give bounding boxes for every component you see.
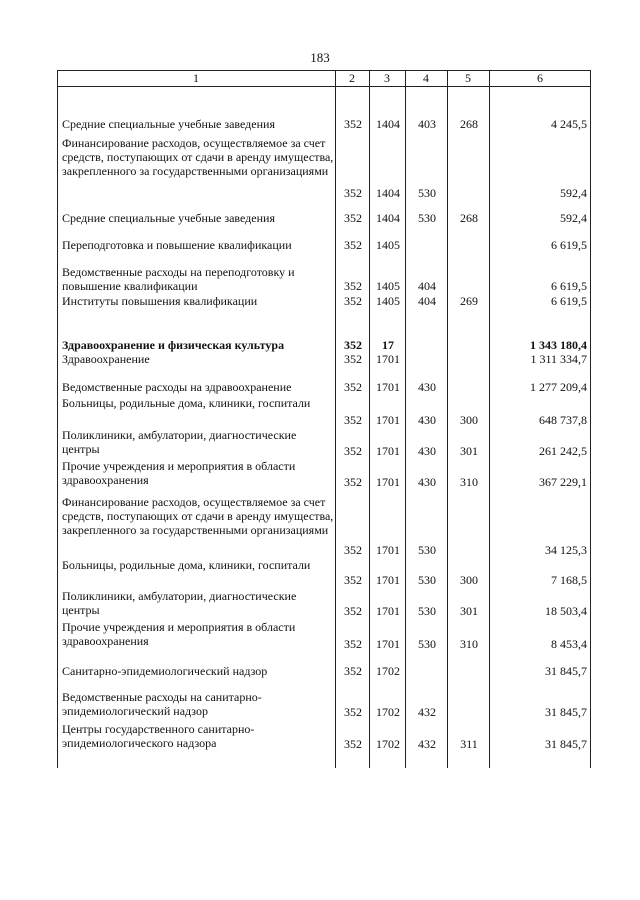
header-col-5: 5 [465,71,471,85]
row-col-6: 6 619,5 [551,238,587,252]
header-bottom-border [57,86,591,87]
row-col-4: 530 [418,543,436,557]
row-col-3: 1701 [376,444,400,458]
row-col-6: 31 845,7 [545,737,587,751]
row-col-3: 1701 [376,543,400,557]
row-col-5: 311 [460,737,478,751]
table-right-border [590,70,591,768]
row-col-6: 367 229,1 [539,475,587,489]
row-label: Средние специальные учебные заведения [62,117,275,131]
row-col-2: 352 [344,444,362,458]
row-col-2: 352 [344,413,362,427]
row-col-2: 352 [344,186,362,200]
row-col-5: 300 [460,413,478,427]
col-divider-5 [489,70,490,768]
row-col-3: 1702 [376,664,400,678]
table-header-row [57,70,591,86]
row-col-5: 300 [460,573,478,587]
row-col-2: 352 [344,664,362,678]
row-col-6: 1 311 334,7 [530,352,587,366]
col-divider-2 [369,70,370,768]
row-col-3: 1701 [376,637,400,651]
page-number: 183 [310,50,330,65]
row-label: Переподготовка и повышение квалификации [62,238,292,252]
row-col-2: 352 [344,637,362,651]
row-col-3: 1404 [376,211,400,225]
row-label: Институты повышения квалификации [62,294,258,308]
row-col-6: 31 845,7 [545,705,587,719]
row-col-2: 352 [344,737,362,751]
row-col-6: 261 242,5 [539,444,587,458]
row-label: Ведомственные расходы на здравоохранение [62,380,292,394]
header-col-1: 1 [193,71,199,85]
row-label: Санитарно-эпидемиологический надзор [62,664,268,678]
row-col-2: 352 [344,543,362,557]
row-col-3: 1702 [376,705,400,719]
row-col-6: 592,4 [560,186,587,200]
row-col-2: 352 [344,117,362,131]
row-col-6: 7 168,5 [551,573,587,587]
row-col-2: 352 [344,352,362,366]
row-col-5: 301 [460,604,478,618]
row-col-2: 352 [344,604,362,618]
row-col-3: 1405 [376,279,400,293]
row-col-4: 430 [418,413,436,427]
row-col-2: 352 [344,338,362,352]
header-col-6: 6 [537,71,543,85]
row-col-4: 530 [418,637,436,651]
header-col-4: 4 [423,71,429,85]
row-col-4: 432 [418,737,436,751]
row-col-4: 432 [418,705,436,719]
row-col-2: 352 [344,573,362,587]
row-col-3: 17 [382,338,394,352]
row-col-3: 1702 [376,737,400,751]
row-col-4: 430 [418,380,436,394]
row-label: Прочие учреждения и мероприятия в области здравоохранения [62,459,296,487]
col-divider-1 [335,70,336,768]
row-col-6: 8 453,4 [551,637,587,651]
row-col-4: 530 [418,186,436,200]
row-col-6: 31 845,7 [545,664,587,678]
row-col-3: 1701 [376,573,400,587]
row-col-2: 352 [344,380,362,394]
row-col-4: 403 [418,117,436,131]
row-col-4: 530 [418,211,436,225]
row-label: Здравоохранение [62,352,150,366]
row-col-5: 310 [460,637,478,651]
table-left-border [57,70,58,768]
row-label: Финансирование расходов, осуществляемое за счет средств, поступающих от сдачи в аренду имущества, закрепленного за государственными организациями [62,495,334,537]
row-col-2: 352 [344,294,362,308]
row-col-4: 430 [418,475,436,489]
row-col-6: 4 245,5 [551,117,587,131]
row-col-2: 352 [344,238,362,252]
row-col-2: 352 [344,705,362,719]
row-col-3: 1701 [376,413,400,427]
row-col-2: 352 [344,211,362,225]
row-label: Поликлиники, амбулатории, диагностические центры [62,589,297,617]
row-label: Здравоохранение и физическая культура [62,338,285,352]
row-label: Финансирование расходов, осуществляемое за счет средств, поступающих от сдачи в аренду имущества, закрепленного за государственными организациями [62,136,334,178]
row-col-5: 268 [460,211,478,225]
row-col-3: 1701 [376,352,400,366]
header-col-3: 3 [384,71,390,85]
row-col-4: 530 [418,604,436,618]
row-col-3: 1404 [376,117,400,131]
row-label: Ведомственные расходы на санитарно-эпидемиологический надзор [62,690,262,718]
row-col-6: 6 619,5 [551,279,587,293]
row-col-6: 648 737,8 [539,413,587,427]
row-col-3: 1404 [376,186,400,200]
row-col-6: 34 125,3 [545,543,587,557]
row-col-6: 18 503,4 [545,604,587,618]
row-col-5: 268 [460,117,478,131]
row-label: Больницы, родильные дома, клиники, госпитали [62,396,311,410]
row-label: Ведомственные расходы на переподготовку и повышение квалификации [62,265,295,293]
row-col-5: 301 [460,444,478,458]
header-col-2: 2 [349,71,355,85]
row-label: Средние специальные учебные заведения [62,211,275,225]
row-col-3: 1701 [376,475,400,489]
row-col-4: 530 [418,573,436,587]
row-col-3: 1405 [376,294,400,308]
row-col-5: 269 [460,294,478,308]
row-col-4: 430 [418,444,436,458]
col-divider-4 [447,70,448,768]
row-col-6: 1 343 180,4 [530,338,587,352]
row-col-6: 6 619,5 [551,294,587,308]
row-col-3: 1701 [376,604,400,618]
row-col-6: 592,4 [560,211,587,225]
row-col-2: 352 [344,279,362,293]
row-col-5: 310 [460,475,478,489]
row-label: Центры государственного санитарно-эпидемиологического надзора [62,722,255,750]
col-divider-3 [405,70,406,768]
row-label: Больницы, родильные дома, клиники, госпитали [62,558,311,572]
row-label: Прочие учреждения и мероприятия в области здравоохранения [62,620,296,648]
row-label: Поликлиники, амбулатории, диагностические центры [62,428,297,456]
row-col-4: 404 [418,294,436,308]
row-col-4: 404 [418,279,436,293]
row-col-3: 1701 [376,380,400,394]
row-col-2: 352 [344,475,362,489]
budget-table [57,70,591,768]
row-col-3: 1405 [376,238,400,252]
row-col-6: 1 277 209,4 [530,380,587,394]
